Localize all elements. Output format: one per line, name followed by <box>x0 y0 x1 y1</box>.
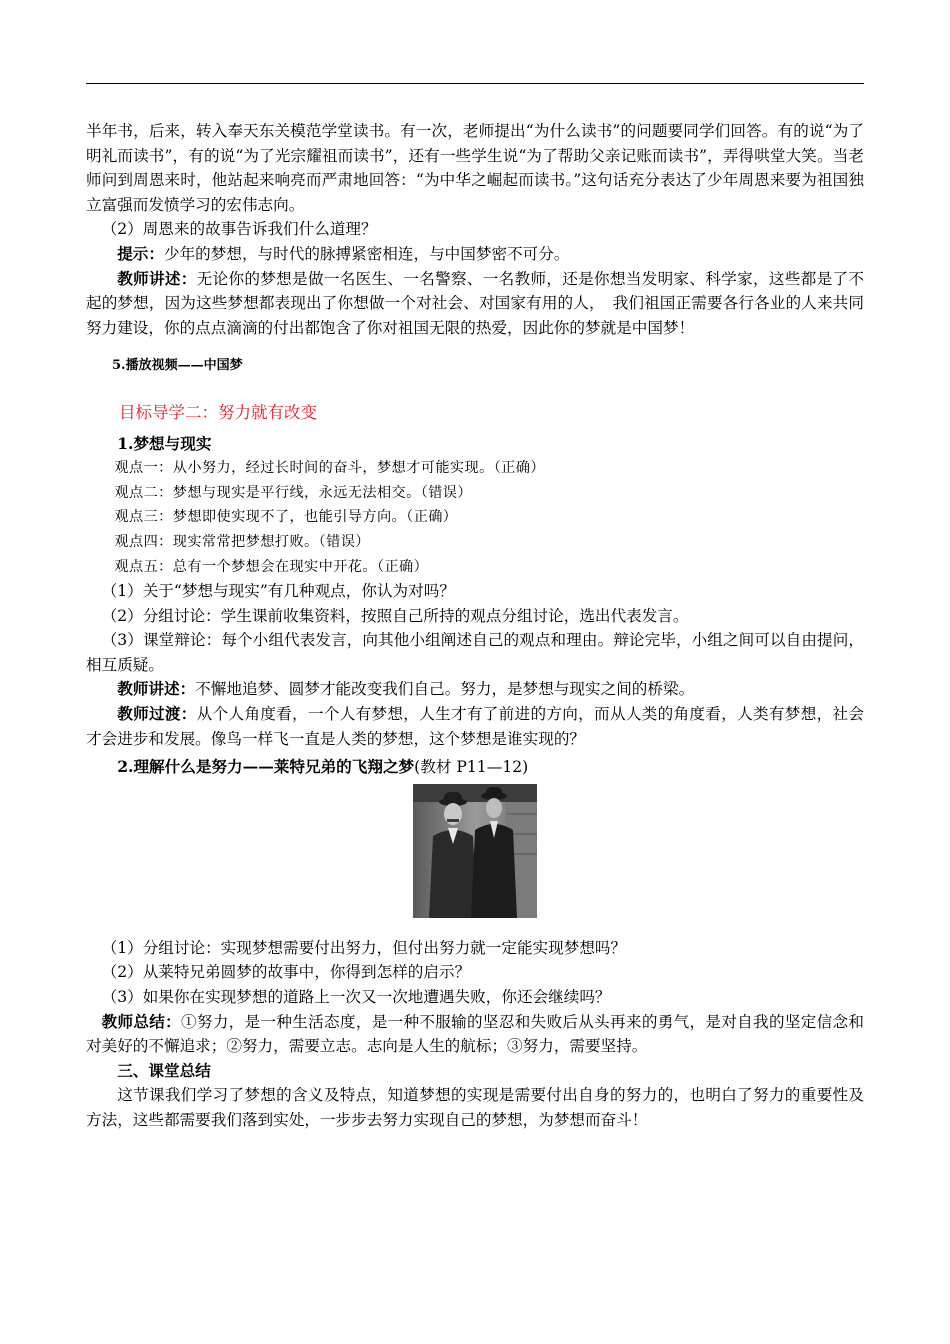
teacher-narration-1 <box>86 267 864 341</box>
closing-paragraph: 这节课我们学习了梦想的含义及特点，知道梦想的实现是需要付出自身的努力的，也明白了努力的重要性及方法，这些都需要我们落到实处，一步步去努力实现自己的梦想，为梦想而奋斗！ <box>86 1086 864 1129</box>
video-heading: 5.播放视频——中国梦 <box>112 358 243 374</box>
transition-label: 教师过渡： <box>117 704 197 724</box>
hint-paragraph <box>86 242 864 267</box>
hint-text: 少年的梦想，与时代的脉搏紧密相连，与中国梦密不可分。 <box>163 244 570 263</box>
hint-label: 提示： <box>117 243 164 263</box>
section-2-question-2: （2）从莱特兄弟圆梦的故事中，你得到怎样的启示？ <box>101 963 471 982</box>
question-2: （2）周恩来的故事告诉我们什么道理？ <box>101 220 377 239</box>
teacher-narration-2 <box>86 677 864 702</box>
document-body <box>86 119 864 1133</box>
viewpoint-1: 观点一：从小努力，经过长时间的奋斗，梦想才可能实现。（正确） <box>114 460 545 477</box>
viewpoint-5: 观点五：总有一个梦想会在现实中开花。（正确） <box>114 558 429 575</box>
teacher-label-2: 教师讲述： <box>117 679 196 699</box>
section-1-heading: 1.梦想与现实 <box>117 433 212 453</box>
goal-heading-2: 目标导学二：努力就有改变 <box>119 402 317 422</box>
section-1-question-2: （2）分组讨论：学生课前收集资料，按照自己所持的观点分组讨论，选出代表发言。 <box>101 606 689 625</box>
section-2-question-3: （3）如果你在实现梦想的道路上一次又一次地遭遇失败，你还会继续吗？ <box>101 988 611 1007</box>
story-paragraph: 半年书，后来，转入奉天东关模范学堂读书。有一次，老师提出“为什么读书”的问题要同学们回答。有的说“为了明礼而读书”，有的说“为了光宗耀祖而读书”，还有一些学生说“为了帮助父亲记账而读书”，弄得哄堂大笑。当老师问到周恩来时，他站起来响亮而严肃地回答：“为中华之崛起而读书。”这句话充分表达了少年周恩来要为祖国独立富强而发愤学习的宏伟志向。 <box>86 122 864 214</box>
viewpoint-3: 观点三：梦想即使实现不了，也能引导方向。（正确） <box>114 509 458 526</box>
section-3-heading: 三、课堂总结 <box>117 1060 211 1080</box>
section-1-question-1: （1）关于“梦想与现实”有几种观点，你认为对吗？ <box>101 582 455 601</box>
photo-container <box>86 784 864 918</box>
teacher-text-2: 不懈地追梦、圆梦才能改变我们自己。努力，是梦想与现实之间的桥梁。 <box>195 680 695 699</box>
wright-brothers-photo <box>413 784 537 918</box>
section-2-title: 2.理解什么是努力——莱特兄弟的飞翔之梦 <box>117 757 415 777</box>
teacher-transition <box>86 702 864 751</box>
transition-text: 从个人角度看，一个人有梦想，人生才有了前进的方向，而从人类的角度看，人类有梦想，社会才会进步和发展。像鸟一样飞一直是人类的梦想，这个梦想是谁实现的？ <box>86 705 864 748</box>
viewpoint-4: 观点四：现实常常把梦想打败。（错误） <box>114 533 370 550</box>
summary-label: 教师总结： <box>101 1011 182 1031</box>
section-2-reference: (教材 P11—12) <box>414 758 529 777</box>
viewpoint-2: 观点二：梦想与现实是平行线，永远无法相交。（错误） <box>114 484 472 501</box>
section-2-question-1: （1）分组讨论：实现梦想需要付出努力，但付出努力就一定能实现梦想吗？ <box>101 938 627 957</box>
section-2-heading <box>86 755 864 780</box>
teacher-text-1: 无论你的梦想是做一名医生、一名警察、一名教师，还是你想当发明家、科学家，这些都是了不起的梦想，因为这些梦想都表现出了你想做一个对社会、对国家有用的人， 我们祖国正需要各行各业的人来共同努力建设，你的点点滴滴的付出都饱含了你对祖国无限的热爱，因此你的梦就是中国梦！ <box>86 269 864 337</box>
summary-text: ①努力，是一种生活态度，是一种不服输的坚忍和失败后从头再来的勇气，是对自我的坚定信念和对美好的不懈追求；②努力，需要立志。志向是人生的航标；③努力，需要坚持。 <box>86 1012 864 1056</box>
header-rule <box>86 83 864 84</box>
section-1-question-3: （3）课堂辩论：每个小组代表发言，向其他小组阐述自己的观点和理由。辩论完毕，小组之间可以自由提问，相互质疑。 <box>86 631 864 674</box>
teacher-label-1: 教师讲述： <box>117 268 197 288</box>
teacher-summary <box>86 1010 864 1059</box>
